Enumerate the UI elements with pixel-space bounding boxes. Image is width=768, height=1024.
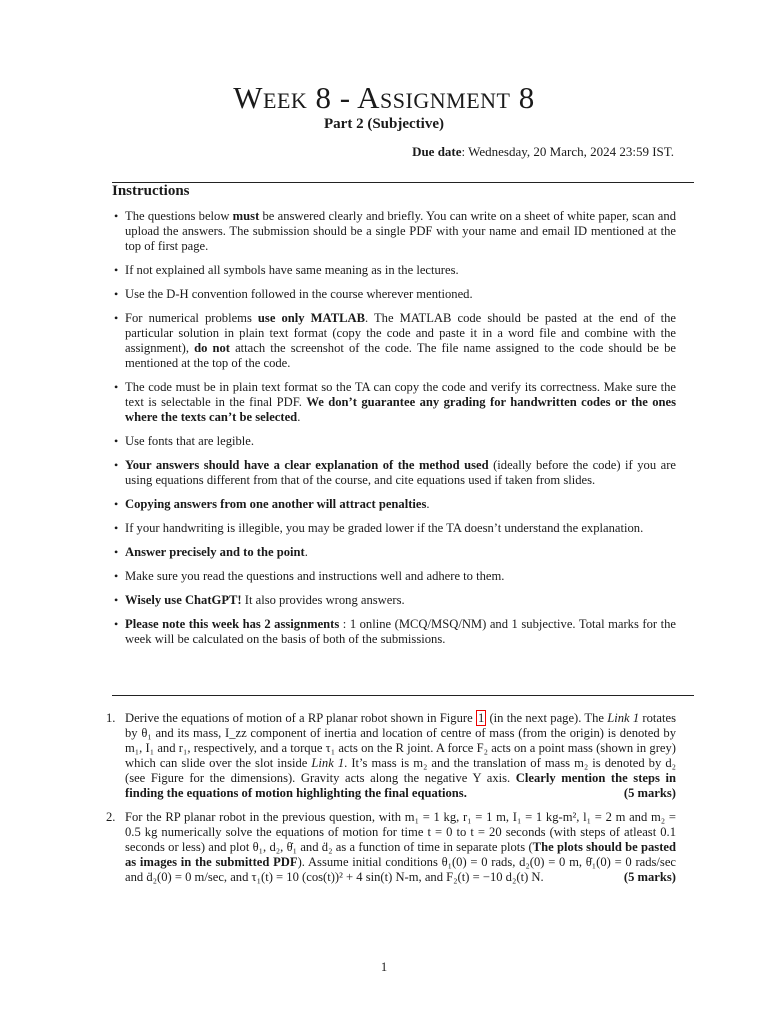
instructions-list <box>112 209 676 656</box>
top-divider <box>112 182 694 183</box>
question-1-marks: (5 marks) <box>623 786 676 800</box>
instruction-item: • Please note this week has 2 assignments : 1 online (MCQ/MSQ/NM) and 1 subjective. Total marks for the week will be calculated on the basis of both of the submissions. <box>114 617 676 646</box>
instruction-item: • Use fonts that are legible. <box>114 434 255 448</box>
question-2-marks: (5 marks) <box>623 870 676 884</box>
bottom-divider <box>112 695 694 696</box>
instruction-item: • If not explained all symbols have same meaning as in the lectures. <box>114 263 459 277</box>
question-2: 2. For the RP planar robot in the previous question, with m₁ = 1 kg, r₁ = 1 m, I₁ = 1 kg-m², l₁ = 2 m and m₂ = 0.5 kg numerically solve the equations of motion for time t = 0 to t = 20 seconds (with steps of atleast 0.1 seconds or less) and plot θ₁, d₂, θ̇₁ and ḋ₂ as a function of time in separate plots (The plots should be pasted as images in the submitted PDF). Assume initial conditions θ₁(0) = 0 rads, d₂(0) = 0 m, θ̇₁(0) = 0 rads/sec and ḋ₂(0) = 0 m/sec, and τ₁(t) = 10 (cos(t))² + 4 sin(t) N-m, and F₂(t) = −10 d₂(t) N. (5 marks) <box>106 810 676 884</box>
questions-list <box>106 711 677 894</box>
instruction-item: • Make sure you read the questions and instructions well and adhere to them. <box>114 569 505 583</box>
instruction-item: • The code must be in plain text format so the TA can copy the code and verify its correctness. Make sure the text is selectable in the final PDF. We don’t guarantee any grading for handwritten codes or the ones where the texts can’t be selected. <box>114 380 676 424</box>
instruction-item: • For numerical problems use only MATLAB. The MATLAB code should be pasted at the end of the particular solution in plain text format (copy the code and paste it in a word file and combine with the assignment), do not attach the screenshot of the code. The file name assigned to the code should be be mentioned at the top of the code. <box>114 311 676 370</box>
instruction-item: • Copying answers from one another will attract penalties. <box>114 497 430 511</box>
instruction-item: • Answer precisely and to the point. <box>114 545 308 559</box>
instruction-item: • Your answers should have a clear explanation of the method used (ideally before the code) if you are using equations different from that of the course, and cite equations used if taken from slides. <box>114 458 676 487</box>
question-1: 1. Derive the equations of motion of a RP planar robot shown in Figure 1 (in the next page). The Link 1 rotates by θ₁ and its mass, I_zz component of inertia and location of centre of mass (from the origin) is denoted by m₁, I₁ and r₁, respectively, and a torque τ₁ acts on the R joint. A force F₂ acts on a point mass (shown in grey) which can slide over the slot inside Link 1. It’s mass is m₂ and the translation of mass m₂ is denoted by d₂ (see Figure for the dimensions). Gravity acts along the negative Y axis. Clearly mention the steps in finding the equations of motion highlighting the final equations. (5 marks) <box>106 711 677 800</box>
figure-1-link[interactable]: 1 <box>477 711 485 725</box>
instruction-item: • Use the D-H convention followed in the course wherever mentioned. <box>114 287 473 301</box>
instruction-item: • Wisely use ChatGPT! It also provides wrong answers. <box>114 593 405 607</box>
instruction-item: • The questions below must be answered clearly and briefly. You can write on a sheet of white paper, scan and upload the answers. The submission should be a single PDF with your name and email ID mentioned at the top of first page. <box>114 209 676 253</box>
due-date-value: : Wednesday, 20 March, 2024 23:59 IST. <box>461 144 674 159</box>
page-number: 1 <box>380 960 388 974</box>
question-1-number: 1. <box>106 711 116 725</box>
instruction-item: • If your handwriting is illegible, you may be graded lower if the TA doesn’t understand the explanation. <box>114 521 644 535</box>
page-subtitle: Part 2 (Subjective) <box>324 116 444 132</box>
instructions-heading: Instructions <box>112 183 190 199</box>
question-2-number: 2. <box>106 810 116 824</box>
due-date-label: Due date <box>412 144 462 159</box>
due-date <box>412 144 674 160</box>
page-title: Week 8 - Assignment 8 <box>233 80 535 115</box>
